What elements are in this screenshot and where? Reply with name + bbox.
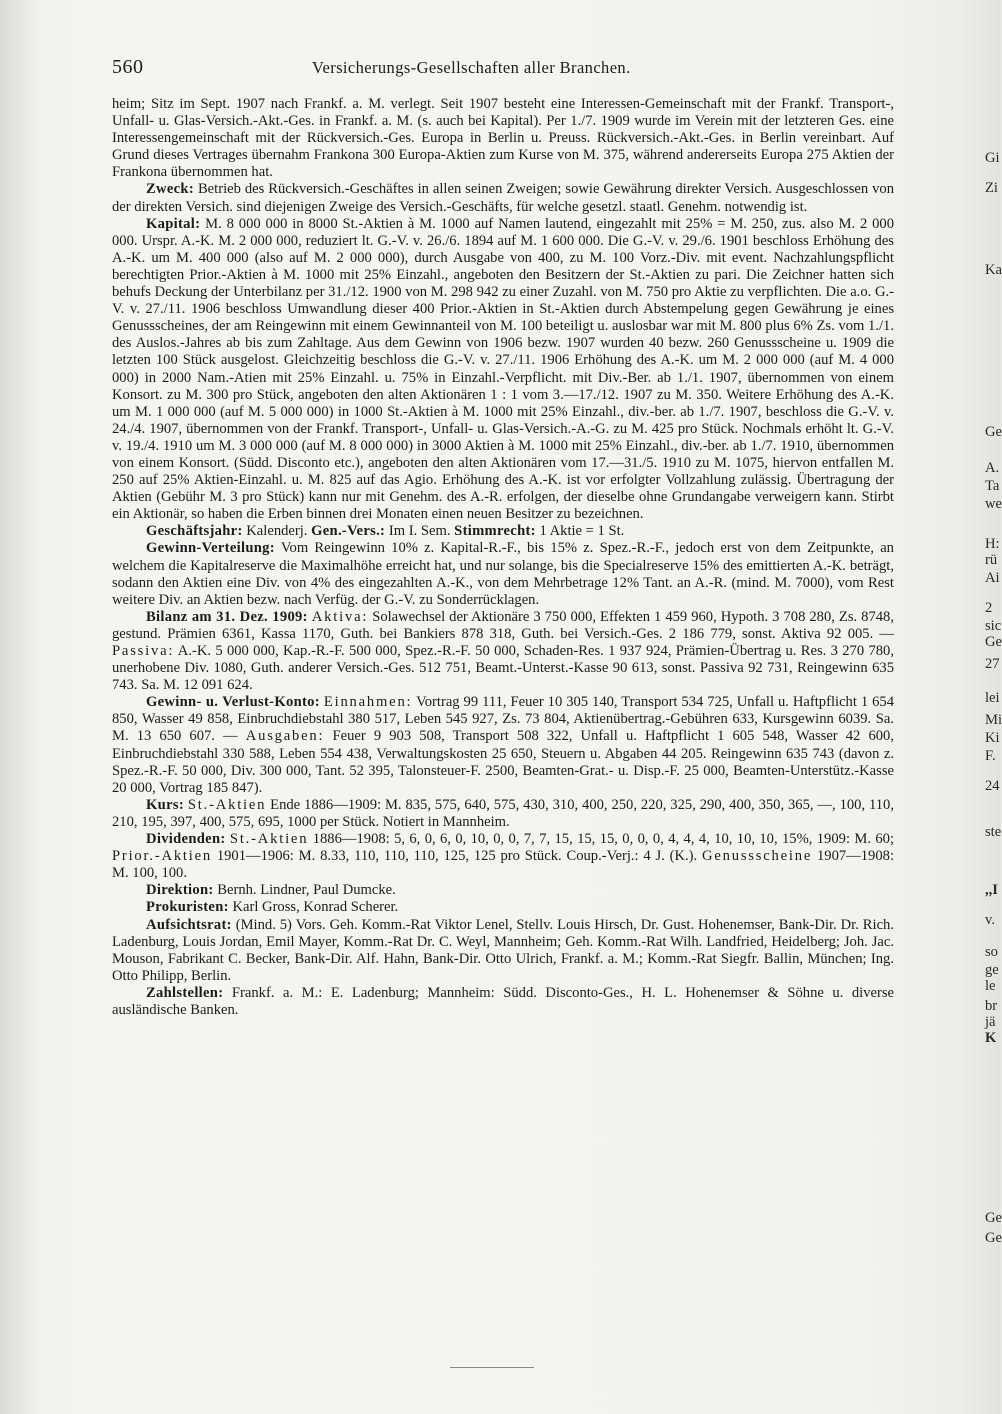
paragraph-text: 1886—1908: 5, 6, 0, 6, 0, 10, 0, 0, 7, 7, 15, 15, 15, 0, 0, 0, 4, 4, 4, 10, 10, 10, 15%, 1909: M. 60; xyxy=(312,831,895,848)
gutter-fragment: v. xyxy=(985,912,995,928)
paragraph-text: Vortrag 99 111, Feuer 10 305 140, Transport 534 725, Unfall u. Haftpflicht 1 654 850, Wasser 49 858, Einbruchdiebstahl 380 517, Leben 545 927, Zs. 73 804, Aktienübertrag.-Gebühren 633, Kursgewinn 6039. Sa. M. 13 650 607. — xyxy=(112,694,894,745)
gutter-fragment: we xyxy=(985,496,1002,512)
paragraph-text: Vom Reingewinn 10% z. Kapital-R.-F., bis 15% z. Spez.-R.-F., jedoch erst von dem Zeitpunkte, an welchem die Kapitalreserve die Maximalhöhe erreicht hat, und nur solange, bis die Specialreserve 15% des emittierten A.-K. beträgt, sodann den Aktien eine Div. von 4% des eingezahlten A.-K., von dem Mehrbetrage 12% Tant. an A.-R. (mind. M. 7000), vom Rest weitere Div. an Aktien bezw. nach Verfüg. der G.-V. zu Sonderrücklagen. xyxy=(112,540,894,608)
subsection-label: St.-Aktien xyxy=(187,796,267,813)
paragraph-text: Betrieb des Rückversich.-Geschäftes in allen seinen Zweigen; sowie Gewährung direkter Versich. Ausgeschlossen von der direkten Versich. sind diejenigen Zweige des Versich.-Geschäfts, für welche gesetzl. staatl. Genehm. notwendig ist. xyxy=(112,181,894,215)
paragraph xyxy=(112,96,894,181)
subsection-label: St.-Aktien xyxy=(229,831,309,848)
paragraph xyxy=(112,523,894,540)
paragraph-heading: Kurs: xyxy=(146,796,184,813)
paragraph-text: M. 8 000 000 in 8000 St.-Aktien à M. 1000 auf Namen lautend, eingezahlt mit 25% = M. 250, zus. also M. 2 000 000. Urspr. A.-K. M. 2 000 000, reduziert lt. G.-V. v. 26./6. 1894 auf M. 1 600 000. Die G.-V. v. 29./6. 1901 beschloss Erhöhung des A.-K. um M. 400 000 (also auf M. 2 000 000), durch Ausgabe von 400, zu M. 100 Vorz.-Div. mit event. Nachzahlungspflicht berechtigten Prior.-Aktien à M. 1000 mit 25% Einzahl., angeboten den Besitzern der St.-Aktien zu pari. Die Zeichner hatten sich behufs Deckung der Unterbilanz per 31./12. 1900 von M. 298 942 zu einer Zuzahl. von M. 750 pro Aktie zu verpflichten. Die a.o. G.-V. v. 27./11. 1906 beschloss Umwandlung dieser 400 Prior.-Aktien in St.-Aktien durch Abstempelung gegen Gewährung je eines Genussscheines, der am Reingewinn mit einem Gewinnanteil von M. 100 beteiligt u. auslosbar war mit M. 800 plus 6% Zs. vom 1./1. des Auslos.-Jahres ab bis zum Zahltage. Aus dem Gewinn von 1906 bezw. 1907 wurden 40 bezw. 260 Genussscheine u. 1909 die letzten 100 Stück ausgelost. Gleichzeitig beschloss die G.-V. v. 27./11. 1906 Erhöhung des A.-K. um M. 2 000 000 (auf M. 4 000 000) in 2000 Nam.-Atien mit 25% Einzahl. u. 75% in Einzahl.-Verpflicht. mit Div.-Ber. ab 1./1. 1907, übernommen von einem Konsort. zu M. 300 pro Stück, angeboten den alten Aktionären 1 : 1 vom 3.—17./12. 1907 zu M. 350. Weitere Erhöhung des A.-K. um M. 1 000 000 (auf M. 5 000 000) in 1000 St.-Aktien à M. 1000 mit 25% Einzahl., div.-ber. ab 1./7. 1907, beschloss die G.-V. v. 24./4. 1907, übernommen von der Frankf. Transport-, Unfall- u. Glas-Versich.-A.-G. zu M. 425 pro Stück. Nochmals erhöht lt. G.-V. v. 19./4. 1910 um M. 3 000 000 (auf M. 8 000 000) in 3000 Aktien à M. 1000 mit 25% Einzahl., div.-ber. ab 1./7. 1910, übernommen von einem Konsort. (Südd. Disconto etc.), angeboten den alten Aktionären vom 17.—31./5. 1910 zu M. 1075, hiervon entfallen M. 250 auf 25% Aktien-Einzahl. u. M. 825 auf das Agio. Erhöhung des A.-K. ist vor erfolgter Vollzahlung zulässig. Übertragung der Aktien (Gebühr M. 3 pro Stück) kann nur mit Genehm. des A.-R. erfolgen, der dieselbe ohne Grundangabe verweigern kann. Stirbt ein Aktionär, so haben die Erben binnen drei Monaten einen neuen Besitzer zu bezeichnen. xyxy=(112,215,894,523)
subsection-label: Aktiva: xyxy=(311,608,369,625)
paragraph-text: Im I. Sem. xyxy=(388,523,451,540)
paragraph-heading: Bilanz am 31. Dez. 1909: xyxy=(146,608,308,625)
paragraph xyxy=(112,181,894,215)
page-number: 560 xyxy=(112,56,144,78)
paragraph-text: 1907—1908: M. 100, 100. xyxy=(112,848,894,882)
gutter-fragment: ste xyxy=(985,824,1002,840)
subsection-label: Prior.-Aktien xyxy=(112,848,213,865)
gutter-fragment: Ta xyxy=(985,478,1000,494)
gutter-fragment: A. xyxy=(985,460,1000,476)
paragraph-text: Ende 1886—1909: M. 835, 575, 640, 575, 430, 310, 400, 250, 220, 325, 290, 400, 350, 365, —, 100, 110, 210, 195, 397, 400, 575, 695, 1000 per Stück. Notiert in Mannheim. xyxy=(112,796,894,830)
gutter-fragment: rü xyxy=(985,552,998,568)
gutter-fragment: H: xyxy=(985,536,1000,552)
gutter-fragment: Ai xyxy=(985,570,1000,586)
gutter-fragment: 27 xyxy=(985,656,1000,672)
subsection-label: Genussscheine xyxy=(702,848,813,865)
paragraph-heading: Zweck: xyxy=(146,181,195,198)
running-title: Versicherungs-Gesellschaften aller Branchen. xyxy=(312,58,631,77)
gutter-fragment: jä xyxy=(985,1014,996,1030)
subsection-label: Einnahmen: xyxy=(323,694,413,711)
body-text xyxy=(112,96,894,1019)
paragraph-text: Frankf. a. M.: E. Ladenburg; Mannheim: Südd. Disconto-Ges., H. L. Hohenemser & Söhne u. diverse ausländische Banken. xyxy=(112,984,895,1018)
paragraph xyxy=(112,831,894,882)
paragraph-text: heim; Sitz im Sept. 1907 nach Frankf. a. M. verlegt. Seit 1907 besteht eine Interessen-Gemeinschaft mit der Frankf. Transport-, Unfall- u. Glas-Versich.-Akt.-Ges. in Frankf. a. M. (s. auch bei Kapital). Per 1./7. 1909 wurde im Verein mit der letzteren Ges. eine Interessengemeinschaft mit der Rückversich.-Ges. Europa in Berlin u. Preuss. Rückversich.-Akt.-Ges. in Berlin vereinbart. Auf Grund dieses Vertrages übernahm Frankona 300 Europa-Aktien zum Kurse von M. 375, während andererseits Europa 275 Aktien der Frankona übernommen hat. xyxy=(112,96,894,181)
paragraph xyxy=(112,882,894,899)
gutter-fragment: K xyxy=(985,1030,997,1046)
gutter-fragment: ge xyxy=(985,962,999,978)
paragraph-heading: Geschäftsjahr: xyxy=(146,523,243,540)
paragraph-text: Solawechsel der Aktionäre 3 750 000, Effekten 1 459 960, Hypoth. 3 708 280, Zs. 8748, gestund. Prämien 6361, Kassa 1170, Guth. bei Bankiers 878 318, Guth. bei Versich.-Ges. 2 186 779, sonst. Aktiva 92 005. — xyxy=(112,608,894,642)
gutter-fragment: ,,I xyxy=(985,882,998,898)
end-rule xyxy=(450,1367,534,1368)
paragraph-heading: Dividenden: xyxy=(146,831,226,848)
paragraph xyxy=(112,985,894,1019)
gutter-fragment: F. xyxy=(985,748,996,764)
gutter-fragment: lei xyxy=(985,690,1000,706)
subsection-label: Ausgaben: xyxy=(245,728,325,745)
gutter-fragment: Zi xyxy=(985,180,998,196)
paragraph-heading: Gen.-Vers.: xyxy=(311,523,386,540)
gutter-fragment: Ge xyxy=(985,424,1002,440)
paragraph xyxy=(112,540,894,608)
gutter-fragment: so xyxy=(985,944,998,960)
gutter-fragment: Ki xyxy=(985,730,1000,746)
paragraph-text: 1 Aktie = 1 St. xyxy=(539,523,625,540)
paragraph-text: Feuer 9 903 508, Transport 508 322, Unfall u. Haftpflicht 1 605 548, Wasser 42 600, Einbruchdiebstahl 330 588, Leben 554 438, Verwaltungskosten 25 650, Steuern u. Abgaben 44 205. Reingewinn 635 743 (davon z. Spez.-R.-F. 50 000, Div. 300 000, Tant. 52 395, Talonsteuer-F. 2500, Beamten-Grat.- u. Disp.-F. 25 000, Beamten-Unterstütz.-Kasse 20 000, Vortrag 185 847). xyxy=(112,728,894,796)
paragraph-heading: Gewinn- u. Verlust-Konto: xyxy=(146,694,320,711)
paragraph-text: A.-K. 5 000 000, Kap.-R.-F. 500 000, Spez.-R.-F. 50 000, Schaden-Res. 1 937 924, Prämien-Übertrag u. Res. 3 270 780, unerhobene Div. 1080, Guth. anderer Versich.-Ges. 512 751, Beamt.-Unterst.-Kasse 90 613, sonst. Passiva 92 731, Reingewinn 635 743. Sa. M. 12 091 624. xyxy=(112,643,895,694)
paragraph xyxy=(112,917,894,985)
paragraph-text: Karl Gross, Konrad Scherer. xyxy=(232,899,399,916)
gutter-fragment: 24 xyxy=(985,778,1000,794)
paragraph xyxy=(112,216,894,524)
paragraph-text: Bernh. Lindner, Paul Dumcke. xyxy=(217,882,396,899)
subsection-label: Passiva: xyxy=(112,643,175,659)
paragraph-heading: Aufsichtsrat: xyxy=(146,916,232,933)
page-header xyxy=(112,56,892,82)
gutter-fragment: Mi xyxy=(985,712,1002,728)
paragraph xyxy=(112,694,894,797)
paragraph-heading: Prokuristen: xyxy=(146,899,229,916)
paragraph-heading: Zahlstellen: xyxy=(146,984,224,1001)
paragraph-text: (Mind. 5) Vors. Geh. Komm.-Rat Viktor Lenel, Stellv. Louis Hirsch, Dr. Gust. Hohenemser, Bank-Dir. Dr. Rich. Ladenburg, Louis Jordan, Emil Mayer, Komm.-Rat Dr. C. Weyl, Mannheim; Geh. Komm.-Rat Wilh. Landfried, Heidelberg; Joh. Jac. Mouson, Fabrikant C. Becker, Bank-Dir. Alf. Hahn, Bank-Dir. Otto Ulrich, Frankf. a. M.; Komm.-Rat Siegfr. Ballin, München; Ing. Otto Philipp, Berlin. xyxy=(112,916,894,984)
paragraph-heading: Direktion: xyxy=(146,882,214,899)
gutter-fragment: le xyxy=(985,978,996,994)
next-page-gutter xyxy=(935,0,1000,1414)
paragraph xyxy=(112,899,894,916)
gutter-fragment: 2 xyxy=(985,600,993,616)
paragraph-text: Kalenderj. xyxy=(246,523,308,540)
gutter-fragment: br xyxy=(985,998,998,1014)
paragraph-text: 1901—1906: M. 8.33, 110, 110, 110, 125, 125 pro Stück. Coup.-Verj.: 4 J. (K.). xyxy=(216,848,698,865)
paragraph xyxy=(112,609,894,694)
gutter-fragment: Ka xyxy=(985,262,1002,278)
gutter-fragment: Ge xyxy=(985,1230,1002,1246)
gutter-fragment: sic xyxy=(985,618,1002,634)
paragraph xyxy=(112,797,894,831)
paragraph-heading: Kapital: xyxy=(146,215,201,232)
gutter-fragment: Gi xyxy=(985,150,1000,166)
paragraph-heading: Stimmrecht: xyxy=(454,523,536,540)
page-edge-shadow xyxy=(0,0,40,1414)
gutter-fragment: Ge xyxy=(985,634,1002,650)
paragraph-heading: Gewinn-Verteilung: xyxy=(146,540,275,557)
gutter-fragment: Ge xyxy=(985,1210,1002,1226)
